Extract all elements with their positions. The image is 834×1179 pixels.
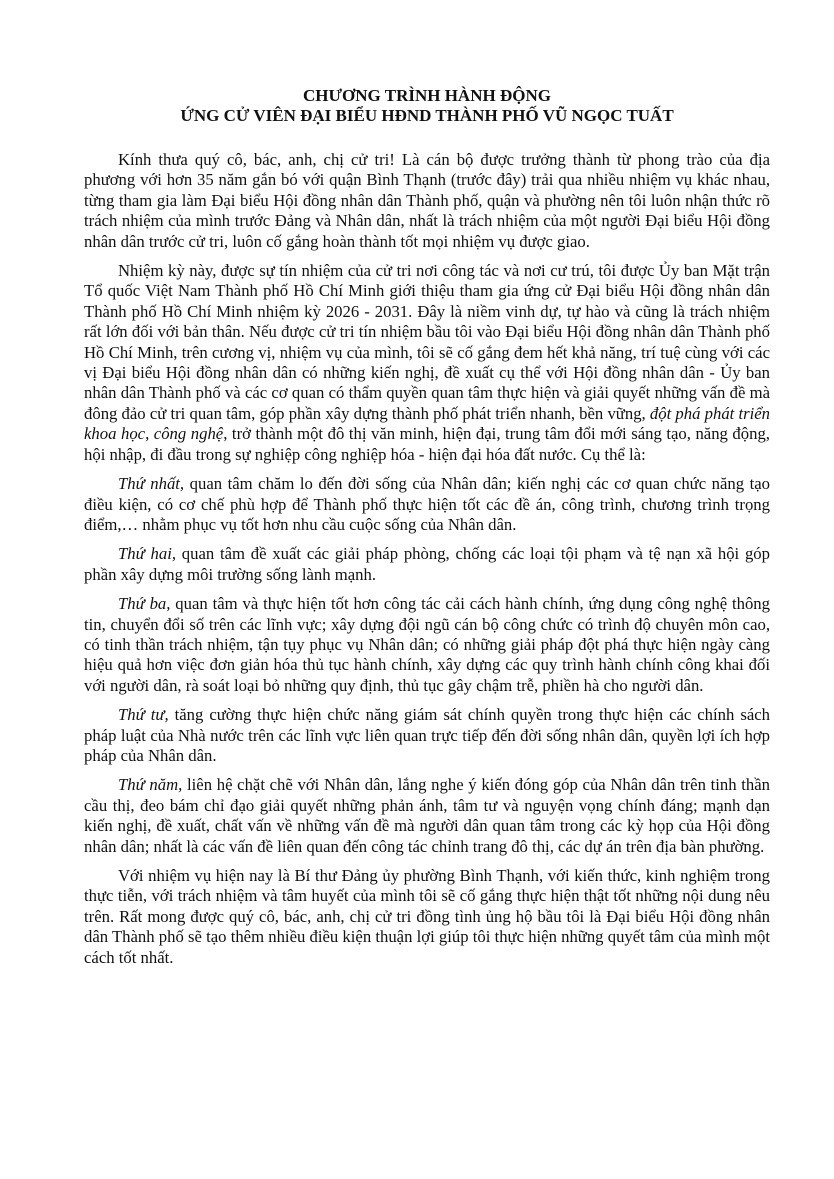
paragraph-text: quan tâm và thực hiện tốt hơn công tác cải cách hành chính, ứng dụng công nghệ thông tin, chuyển đổi số trên các lĩnh vực; xây dựng đội ngũ cán bộ công chức có trình độ chuyên môn cao, có tinh thần trách nhiệm, tận tụy phục vụ Nhân dân; có những giải pháp đột phá thực hiện ngày càng hiệu quả hơn việc đơn giản hóa thủ tục hành chính, xây dựng các quy trình hành chính công khai đối với người dân, rà soát loại bỏ những quy định, thủ tục gây chậm trễ, phiền hà cho người dân. bbox=[84, 594, 770, 695]
paragraph-text: quan tâm chăm lo đến đời sống của Nhân dân; kiến nghị các cơ quan chức năng tạo điều kiện, có cơ chế phù hợp để Thành phố thực hiện tốt các đề án, công trình, chương trình trọng điểm,… nhằm phục vụ tốt hơn nhu cầu cuộc sống của Nhân dân. bbox=[84, 474, 770, 534]
paragraph-lead: Thứ hai, bbox=[118, 544, 176, 564]
paragraph-lead: Thứ nhất, bbox=[118, 474, 185, 494]
paragraph-lead: Thứ tư, bbox=[118, 705, 169, 725]
paragraph-fifth bbox=[84, 775, 770, 857]
paragraph-second bbox=[84, 544, 770, 585]
paragraph-text: tăng cường thực hiện chức năng giám sát chính quyền trong thực hiện các chính sách pháp luật của Nhà nước trên các lĩnh vực liên quan trực tiếp đến đời sống nhân dân, quyền lợi ích hợp pháp của Nhân dân. bbox=[84, 705, 770, 765]
paragraph-lead: Thứ ba, bbox=[118, 594, 171, 614]
paragraph-text: liên hệ chặt chẽ với Nhân dân, lắng nghe ý kiến đóng góp của Nhân dân trên tinh thần cầu thị, đeo bám chỉ đạo giải quyết những phản ánh, tâm tư và nguyện vọng chính đáng; mạnh dạn kiến nghị, đề xuất, chất vấn về những vấn đề mà người dân quan tâm trong các kỳ họp của Hội đồng nhân dân; nhất là các vấn đề liên quan đến công tác chỉnh trang đô thị, các dự án trên địa bàn phường. bbox=[84, 775, 770, 856]
paragraph-first bbox=[84, 474, 770, 535]
paragraph-text: , trở thành một đô thị văn minh, hiện đại, trung tâm đổi mới sáng tạo, năng động, hội nhập, đi đầu trong sự nghiệp công nghiệp hóa - hiện đại hóa đất nước. Cụ thể là: bbox=[84, 424, 770, 464]
paragraph-text: Kính thưa quý cô, bác, anh, chị cử tri! Là cán bộ được trưởng thành từ phong trào của địa phương với hơn 35 năm gắn bó với quận Bình Thạnh (trước đây) trải qua nhiều nhiệm vụ khác nhau, từng tham gia làm Đại biểu Hội đồng nhân dân Thành phố, quận và phường nên tôi luôn nhận thức rõ trách nhiệm của mình trước Đảng và Nhân dân, nhất là trách nhiệm của một người Đại biểu Hội đồng nhân dân trước cử tri, luôn cố gắng hoàn thành tốt mọi nhiệm vụ được giao. bbox=[84, 150, 770, 251]
paragraph-closing bbox=[84, 866, 770, 968]
paragraph-fourth bbox=[84, 705, 770, 766]
title-line-2: ỨNG CỬ VIÊN ĐẠI BIỂU HĐND THÀNH PHỐ VŨ NGỌC TUẤT bbox=[180, 106, 674, 125]
document-title bbox=[84, 86, 770, 126]
paragraph-greeting bbox=[84, 150, 770, 252]
paragraph-emphasis: đột phá phát triển khoa học, công nghệ bbox=[84, 403, 771, 444]
paragraph-text: quan tâm đề xuất các giải pháp phòng, chống các loại tội phạm và tệ nạn xã hội góp phần xây dựng môi trường sống lành mạnh. bbox=[84, 544, 770, 584]
title-line-1: CHƯƠNG TRÌNH HÀNH ĐỘNG bbox=[303, 86, 551, 105]
paragraph-commitment bbox=[84, 261, 770, 465]
paragraph-text: Với nhiệm vụ hiện nay là Bí thư Đảng ủy phường Bình Thạnh, với kiến thức, kinh nghiệm trong thực tiễn, với trách nhiệm và tâm huyết của mình tôi sẽ cố gắng thực hiện thật tốt những nội dung nêu trên. Rất mong được quý cô, bác, anh, chị cử tri đồng tình ủng hộ bầu tôi là Đại biểu Hội đồng nhân dân Thành phố sẽ tạo thêm nhiều điều kiện thuận lợi giúp tôi thực hiện những quyết tâm của mình một cách tốt nhất. bbox=[84, 866, 770, 967]
paragraph-text: Nhiệm kỳ này, được sự tín nhiệm của cử tri nơi công tác và nơi cư trú, tôi được Ủy ban Mặt trận Tổ quốc Việt Nam Thành phố Hồ Chí Minh giới thiệu tham gia ứng cử Đại biểu Hội đồng nhân dân Thành phố Hồ Chí Minh nhiệm kỳ 2026 - 2031. Đây là niềm vinh dự, tự hào và cũng là trách nhiệm rất lớn đối với bản thân. Nếu được cử tri tín nhiệm bầu tôi vào Đại biểu Hội đồng nhân dân Thành phố Hồ Chí Minh, trên cương vị, nhiệm vụ của mình, tôi sẽ cố gắng đem hết khả năng, trí tuệ cùng với các vị Đại biểu Hội đồng nhân dân có những kiến nghị, đề xuất cụ thể với Hội đồng nhân dân - Ủy ban nhân dân Thành phố và các cơ quan có thẩm quyền quan tâm thực hiện và giải quyết những vấn đề mà đông đảo cử tri quan tâm, góp phần xây dựng thành phố phát triển nhanh, bền vững, bbox=[84, 261, 770, 423]
paragraph-third bbox=[84, 594, 770, 696]
paragraph-lead: Thứ năm, bbox=[118, 775, 183, 795]
document-page bbox=[84, 86, 770, 977]
